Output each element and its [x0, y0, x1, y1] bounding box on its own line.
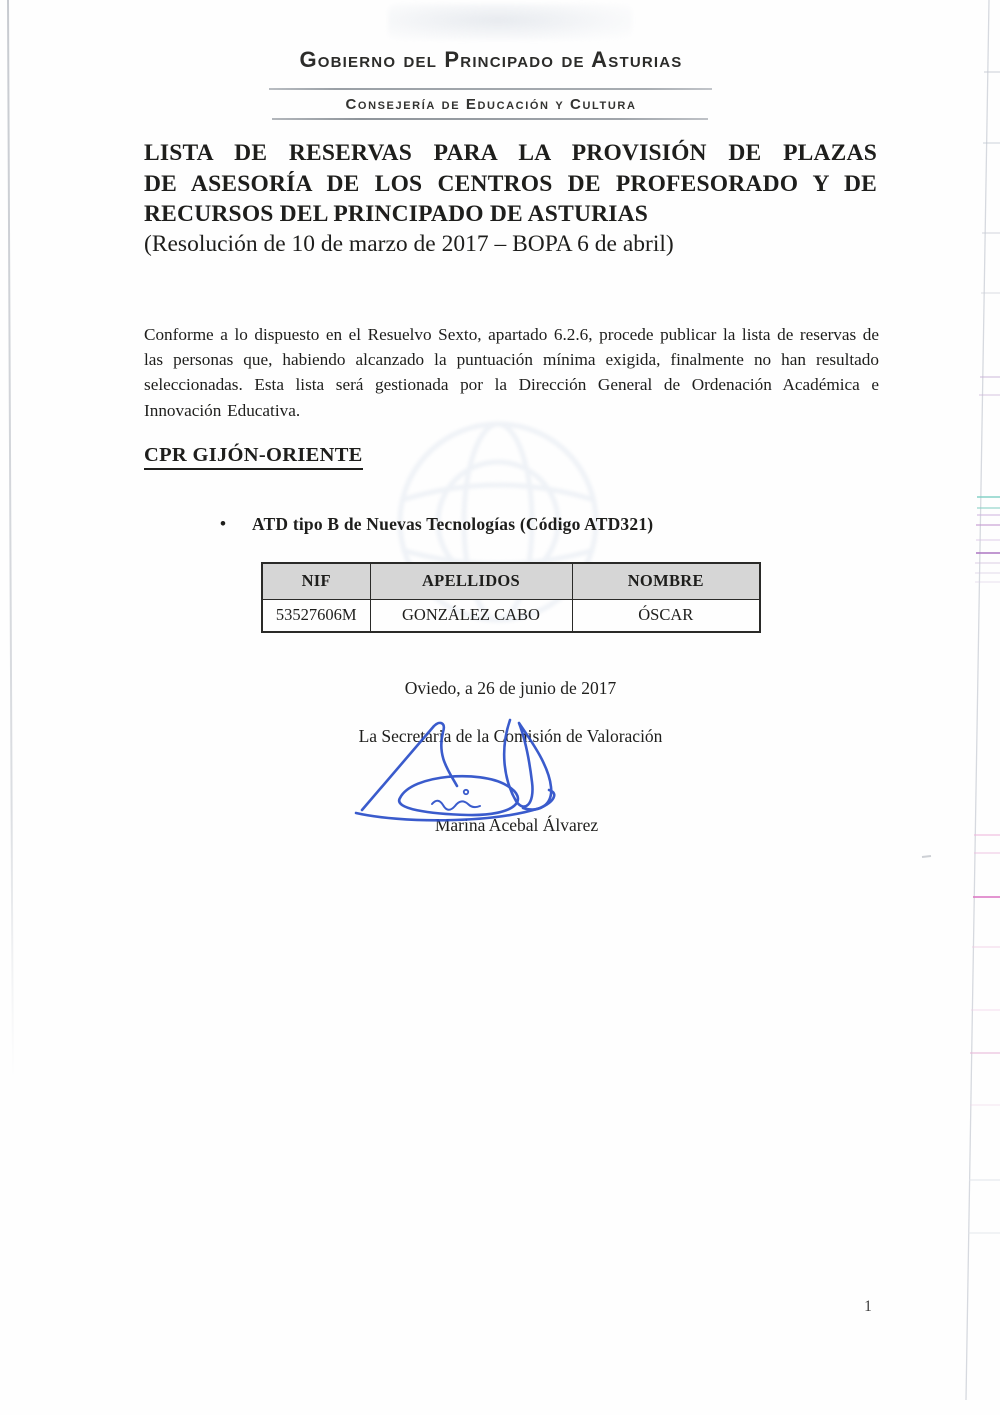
signer-name: Marina Acebal Álvarez	[434, 815, 599, 835]
scan-smudge	[388, 4, 632, 40]
section-heading-text: CPR GIJÓN-ORIENTE	[144, 444, 363, 470]
title-line: DE ASESORÍA DE LOS CENTROS DE PROFESORADO Y DE	[144, 170, 877, 197]
intro-paragraph: Conforme a lo dispuesto en el Resuelvo Sexto, apartado 6.2.6, procede publicar la lista de reservas de las personas que, habiendo alcanzado la puntuación mínima exigida, finalmente no han resultado seleccionadas. Esta lista será gestionada por la Dirección General de Ordenación Académica e Innovación Educativa.	[144, 325, 879, 420]
bullet-item-text: ATD tipo B de Nuevas Tecnologías (Código ATD321)	[252, 514, 654, 534]
table-header-apellidos: APELLIDOS	[370, 563, 572, 599]
header-divider-bottom	[272, 118, 708, 120]
signature-scribble	[338, 712, 578, 826]
table-header-row	[262, 563, 760, 599]
title-subtitle: (Resolución de 10 de marzo de 2017 – BOPA 6 de abril)	[144, 231, 674, 257]
cell-nombre: ÓSCAR	[572, 599, 760, 632]
cell-nif: 53527606M	[262, 599, 370, 632]
title-line: LISTA DE RESERVAS PARA LA PROVISIÓN DE PLAZAS	[144, 140, 877, 166]
bullet-item	[220, 512, 840, 536]
document-title	[144, 138, 877, 230]
place-date: Oviedo, a 26 de junio de 2017	[404, 678, 617, 698]
scan-edge-ticks	[922, 72, 1000, 1233]
table-header-nif: NIF	[262, 563, 370, 599]
bullet-icon: •	[220, 514, 226, 533]
reserves-table	[261, 562, 761, 633]
page-number: 1	[864, 1298, 872, 1315]
cell-apellidos: GONZÁLEZ CABO	[370, 599, 572, 632]
scan-edge-left	[8, 0, 13, 1080]
title-line: RECURSOS DEL PRINCIPADO DE ASTURIAS	[144, 201, 649, 228]
org-name: Gobierno del Principado de Asturias	[299, 47, 683, 72]
header-divider-top	[269, 88, 712, 90]
section-heading	[144, 444, 363, 470]
table-row	[262, 599, 760, 632]
department-name: Consejería de Educación y Cultura	[345, 96, 637, 113]
signer-role: La Secretaria de la Comisión de Valoración	[358, 726, 663, 746]
table-header-nombre: NOMBRE	[572, 563, 760, 599]
scan-edge-right	[966, 0, 989, 1400]
